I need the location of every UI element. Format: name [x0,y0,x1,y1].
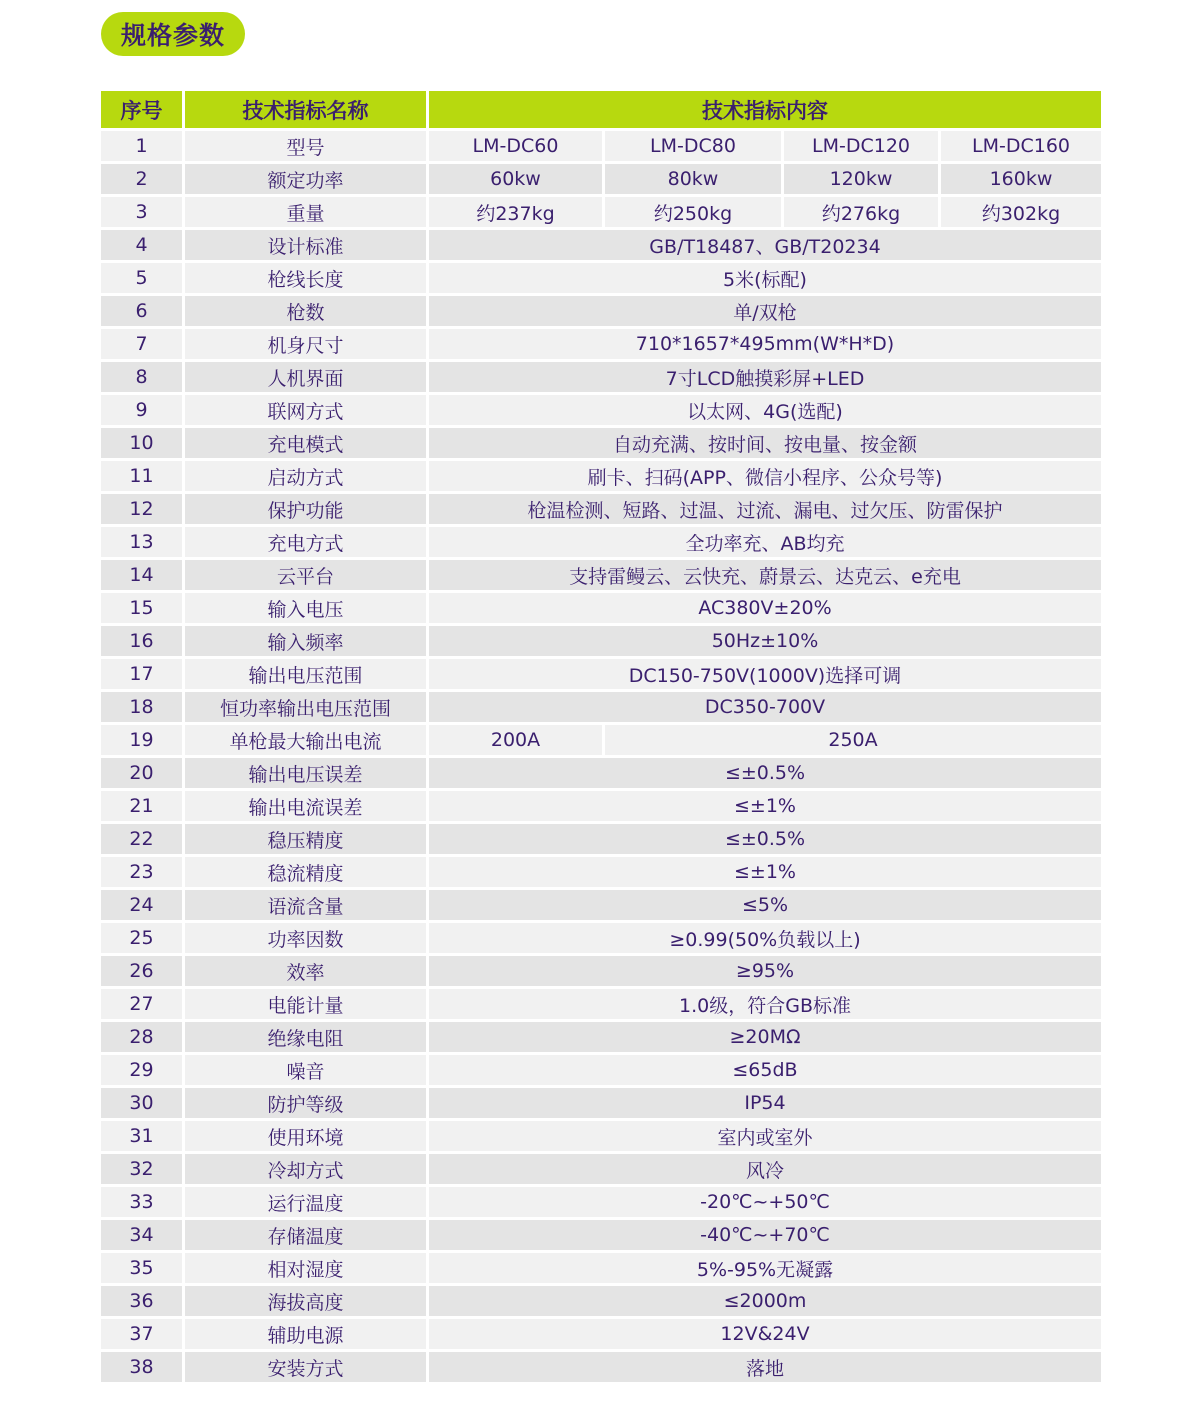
row-number: 26 [101,953,185,986]
row-number: 20 [101,755,185,788]
row-number: 35 [101,1250,185,1283]
row-number: 17 [101,656,185,689]
row-number: 18 [101,689,185,722]
spec-value: LM-DC60 [429,128,605,161]
spec-value: -40℃~+70℃ [429,1217,1101,1250]
spec-name: 机身尺寸 [185,326,429,359]
spec-value: LM-DC160 [941,128,1101,161]
spec-value: 支持雷鳗云、云快充、蔚景云、达克云、e充电 [429,557,1101,590]
spec-value: IP54 [429,1085,1101,1118]
row-number: 14 [101,557,185,590]
table-row [101,1349,1101,1382]
table-row [101,689,1101,722]
spec-value: ≤±1% [429,788,1101,821]
spec-name: 电能计量 [185,986,429,1019]
spec-value: 250A [605,722,1101,755]
table-row [101,491,1101,524]
row-number: 6 [101,293,185,326]
spec-value: 5%-95%无凝露 [429,1250,1101,1283]
row-number: 22 [101,821,185,854]
spec-name: 联网方式 [185,392,429,425]
row-number: 5 [101,260,185,293]
spec-value: 以太网、4G(选配) [429,392,1101,425]
table-row [101,128,1101,161]
spec-name: 人机界面 [185,359,429,392]
row-number: 27 [101,986,185,1019]
table-row [101,227,1101,260]
row-number: 36 [101,1283,185,1316]
spec-name: 安装方式 [185,1349,429,1382]
table-row [101,623,1101,656]
spec-value: ≤±1% [429,854,1101,887]
spec-name: 输出电流误差 [185,788,429,821]
spec-value: 室内或室外 [429,1118,1101,1151]
table-row [101,260,1101,293]
spec-value: 160kw [941,161,1101,194]
row-number: 25 [101,920,185,953]
spec-value: 风冷 [429,1151,1101,1184]
row-number: 37 [101,1316,185,1349]
table-row [101,656,1101,689]
row-number: 31 [101,1118,185,1151]
spec-value: 7寸LCD触摸彩屏+LED [429,359,1101,392]
table-row [101,788,1101,821]
spec-value: ≥20MΩ [429,1019,1101,1052]
row-number: 13 [101,524,185,557]
spec-value: 约250kg [605,194,784,227]
table-header-row [101,91,1101,128]
row-number: 2 [101,161,185,194]
spec-name: 噪音 [185,1052,429,1085]
row-number: 1 [101,128,185,161]
spec-value: 710*1657*495mm(W*H*D) [429,326,1101,359]
row-number: 12 [101,491,185,524]
spec-value: 枪温检测、短路、过温、过流、漏电、过欠压、防雷保护 [429,491,1101,524]
spec-name: 恒功率输出电压范围 [185,689,429,722]
row-number: 16 [101,623,185,656]
spec-name: 稳压精度 [185,821,429,854]
spec-name: 重量 [185,194,429,227]
spec-name: 绝缘电阻 [185,1019,429,1052]
spec-value: 单/双枪 [429,293,1101,326]
spec-value: 200A [429,722,605,755]
spec-value: ≤65dB [429,1052,1101,1085]
table-row [101,1085,1101,1118]
row-number: 7 [101,326,185,359]
table-row [101,1118,1101,1151]
spec-value: 120kw [784,161,941,194]
table-row [101,1283,1101,1316]
spec-name: 运行温度 [185,1184,429,1217]
spec-name: 相对湿度 [185,1250,429,1283]
table-row [101,194,1101,227]
spec-value: 12V&24V [429,1316,1101,1349]
spec-name: 启动方式 [185,458,429,491]
table-row [101,161,1101,194]
row-number: 21 [101,788,185,821]
spec-value: 约237kg [429,194,605,227]
spec-name: 效率 [185,953,429,986]
table-row [101,722,1101,755]
table-row [101,920,1101,953]
spec-value: 60kw [429,161,605,194]
spec-value: DC150-750V(1000V)选择可调 [429,656,1101,689]
spec-value: DC350-700V [429,689,1101,722]
header-name: 技术指标名称 [185,91,429,128]
spec-value: 落地 [429,1349,1101,1382]
spec-table [101,91,1101,1382]
spec-value: ≤±0.5% [429,755,1101,788]
spec-name: 额定功率 [185,161,429,194]
spec-value: 刷卡、扫码(APP、微信小程序、公众号等) [429,458,1101,491]
row-number: 28 [101,1019,185,1052]
spec-name: 保护功能 [185,491,429,524]
spec-name: 存储温度 [185,1217,429,1250]
spec-value: ≤2000m [429,1283,1101,1316]
spec-name: 输入频率 [185,623,429,656]
spec-name: 设计标准 [185,227,429,260]
row-number: 32 [101,1151,185,1184]
spec-name: 输出电压范围 [185,656,429,689]
table-row [101,458,1101,491]
table-row [101,1250,1101,1283]
spec-value: 80kw [605,161,784,194]
spec-value: AC380V±20% [429,590,1101,623]
table-row [101,1184,1101,1217]
spec-name: 输入电压 [185,590,429,623]
header-content: 技术指标内容 [429,91,1101,128]
spec-name: 枪数 [185,293,429,326]
table-row [101,293,1101,326]
table-body [101,128,1101,1382]
table-row [101,986,1101,1019]
table-row [101,590,1101,623]
table-row [101,1019,1101,1052]
table-row [101,1217,1101,1250]
row-number: 4 [101,227,185,260]
spec-value: GB/T18487、GB/T20234 [429,227,1101,260]
row-number: 38 [101,1349,185,1382]
spec-name: 枪线长度 [185,260,429,293]
spec-value: 1.0级，符合GB标准 [429,986,1101,1019]
spec-value: ≥0.99(50%负载以上) [429,920,1101,953]
section-title: 规格参数 [101,12,245,56]
table-row [101,1151,1101,1184]
spec-value: 50Hz±10% [429,623,1101,656]
table-row [101,821,1101,854]
spec-value: 5米(标配) [429,260,1101,293]
spec-value: -20℃~+50℃ [429,1184,1101,1217]
header-no: 序号 [101,91,185,128]
spec-name: 功率因数 [185,920,429,953]
spec-value: LM-DC80 [605,128,784,161]
spec-value: 约302kg [941,194,1101,227]
row-number: 23 [101,854,185,887]
row-number: 19 [101,722,185,755]
spec-value: LM-DC120 [784,128,941,161]
spec-name: 稳流精度 [185,854,429,887]
table-row [101,1316,1101,1349]
spec-value: ≥95% [429,953,1101,986]
spec-name: 型号 [185,128,429,161]
spec-name: 充电方式 [185,524,429,557]
row-number: 15 [101,590,185,623]
spec-name: 使用环境 [185,1118,429,1151]
spec-name: 输出电压误差 [185,755,429,788]
table-row [101,359,1101,392]
spec-name: 海拔高度 [185,1283,429,1316]
spec-value: 自动充满、按时间、按电量、按金额 [429,425,1101,458]
row-number: 9 [101,392,185,425]
row-number: 29 [101,1052,185,1085]
row-number: 11 [101,458,185,491]
spec-name: 辅助电源 [185,1316,429,1349]
spec-name: 单枪最大输出电流 [185,722,429,755]
row-number: 34 [101,1217,185,1250]
table-row [101,425,1101,458]
spec-value: 全功率充、AB均充 [429,524,1101,557]
spec-name: 防护等级 [185,1085,429,1118]
spec-value: ≤5% [429,887,1101,920]
table-row [101,392,1101,425]
spec-name: 语流含量 [185,887,429,920]
table-row [101,557,1101,590]
table-row [101,755,1101,788]
spec-name: 充电模式 [185,425,429,458]
row-number: 33 [101,1184,185,1217]
table-row [101,854,1101,887]
row-number: 24 [101,887,185,920]
row-number: 30 [101,1085,185,1118]
row-number: 3 [101,194,185,227]
spec-name: 冷却方式 [185,1151,429,1184]
table-row [101,953,1101,986]
row-number: 10 [101,425,185,458]
table-row [101,524,1101,557]
spec-value: 约276kg [784,194,941,227]
row-number: 8 [101,359,185,392]
table-row [101,326,1101,359]
spec-name: 云平台 [185,557,429,590]
table-row [101,887,1101,920]
spec-value: ≤±0.5% [429,821,1101,854]
table-row [101,1052,1101,1085]
